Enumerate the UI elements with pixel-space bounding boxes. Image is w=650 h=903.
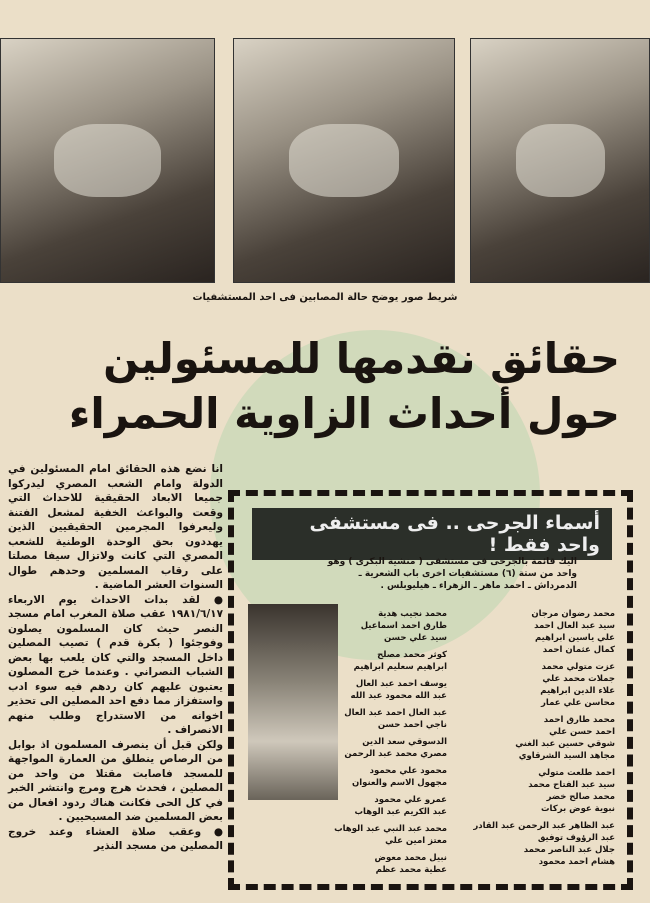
injured-name: معتز امين علي <box>385 836 447 846</box>
injured-name: جملات محمد علي <box>542 674 615 684</box>
injured-name: محمد طارق احمد <box>543 715 615 725</box>
names-column-left <box>332 608 447 881</box>
injured-name: سيد عبد الفتاح محمد <box>528 780 615 790</box>
injured-name: ناجي احمد حسن <box>377 720 447 730</box>
photo-injured-1 <box>0 38 215 283</box>
injured-name: محمد نجيب هدية <box>378 609 447 619</box>
injured-name: سيد عبد العال احمد <box>534 621 615 631</box>
group-gap <box>455 868 615 873</box>
injured-name: محمد عبد النبي عبد الوهاب <box>334 824 447 834</box>
headline-line-1: حقائق نقدمها للمسئولين <box>103 334 620 383</box>
injured-name: عبد الله محمود عبد الله <box>350 691 447 701</box>
paragraph: ● لقد بدات الاحداث يوم الاربعاء ١٩٨١/٦/١٧ عقب صلاة المغرب امام مسجد النصر حيث كان المسلمون يصلون وفوجئوا ( بكرة قدم ) تصيب المصلين داخل المسجد والتي كان يلعب بها بعض الشباب النصراني . وعندما خرج المصلون يعتبون عليهم كان ردهم فيه سوء ادب واستفزاز مما دفع احد المصلين الى تحذير اخوانه من الاستدراج وطلب منهم الانصراف . <box>8 593 223 736</box>
injured-name: كمال عثمان احمد <box>542 645 615 655</box>
injured-name: محمد صالح خضر <box>546 792 615 802</box>
injured-name: مجهول الاسم والعنوان <box>351 778 447 788</box>
injured-name: ابراهيم سعليم ابراهيم <box>353 662 447 672</box>
injured-name: عبد العال احمد عبد العال <box>344 708 447 718</box>
paragraph: ولكن قبل أن ينصرف المسلمون اذ بوابل من الرصاص ينطلق من العمارة المواجهة للمسجد فاصابت مقتلا من واحد من المصلين ، فحدث هرج ومرج وانتشر الخبر في كل الحى فكانت هناك ردود افعال من بعض المسلمين ضد المسيحيين . <box>8 738 223 823</box>
paragraph: ● وعقب صلاة العشاء وعند خروج المصلين من مسجد النذير <box>8 825 223 852</box>
injured-name: علاء الدين ابراهيم <box>540 686 615 696</box>
names-column-right <box>455 608 615 873</box>
injured-list-box <box>228 490 633 890</box>
injured-name: عبد الكريم عبد الوهاب <box>354 807 447 817</box>
injured-name: جلال عبد الناصر محمد <box>523 845 615 855</box>
injured-name: محاسن علي عمار <box>541 698 615 708</box>
injured-name: عبد الرؤوف توفيق <box>537 833 615 843</box>
injured-portrait-photo <box>248 604 338 800</box>
group-gap <box>332 876 447 881</box>
injured-name: عبد الظاهر عبد الرحمن عبد القادر <box>473 821 615 831</box>
box-intro: اليك قائمة بالجرحى فى مستشفى ( منشية البكرى ) وهو واحد من ستة (٦) مستشفيات اخرى باب الشعرية ـ الدمرداش ـ احمد ماهر ـ الزهراء ـ هيليوبلس . <box>327 557 577 591</box>
injured-name: نبوية عوض بركات <box>541 804 615 814</box>
injured-name: علي ياسين ابراهيم <box>535 633 615 643</box>
photo-caption: شريط صور يوضح حالة المصابين فى احد المستشفيات <box>192 292 458 303</box>
injured-name: هشام احمد محمود <box>538 857 615 867</box>
box-title: أسماء الجرحى .. فى مستشفى واحد فقط ! <box>252 508 612 560</box>
injured-name: يوسف احمد عبد العال <box>355 679 447 689</box>
injured-name: عزت متولي محمد <box>541 662 615 672</box>
paragraph: انا نضع هذه الحقائق امام المسئولين في الدولة وامام الشعب المصري ليدركوا جميعا الابعاد الحقيقية للاحداث التي وقعت والبواعث الخفية لمشعل الفتنة وليعرفوا المجرمين الحقيقيين الذين يهددون بحق الوحدة الوطنية للشعب المصري التي كانت ولاتزال سيفا مصلتا على رقاب المسلمين وحدهم طوال السنوات العشر الماضية . <box>8 463 223 591</box>
injured-name: عطية محمد عظم <box>375 865 447 875</box>
injured-name: مجاهد السيد الشرقاوي <box>518 751 615 761</box>
injured-name: احمد حسن علي <box>549 727 615 737</box>
injured-name: كوثر محمد مصلح <box>377 650 447 660</box>
injured-name: شوقي حسين عبد الغني <box>515 739 615 749</box>
photo-injured-2 <box>233 38 455 283</box>
injured-name: مصري محمد عبد الرحمن <box>344 749 447 759</box>
headline-line-2: حول أحداث الزاوية الحمراء <box>68 389 620 438</box>
article-body <box>8 462 223 854</box>
injured-name: الدسوقي سعد الدين <box>362 737 447 747</box>
injured-name: طارق احمد اسماعيل <box>360 621 447 631</box>
injured-name: عمرو علي محمود <box>374 795 447 805</box>
injured-name: محمود علي محمود <box>369 766 447 776</box>
injured-name: سيد علي حسن <box>384 633 447 643</box>
injured-name: محمد رضوان مرجان <box>531 609 615 619</box>
photo-injured-3 <box>470 38 650 283</box>
injured-name: نبيل محمد معوض <box>374 853 447 863</box>
injured-name: احمد طلعت متولي <box>538 768 615 778</box>
